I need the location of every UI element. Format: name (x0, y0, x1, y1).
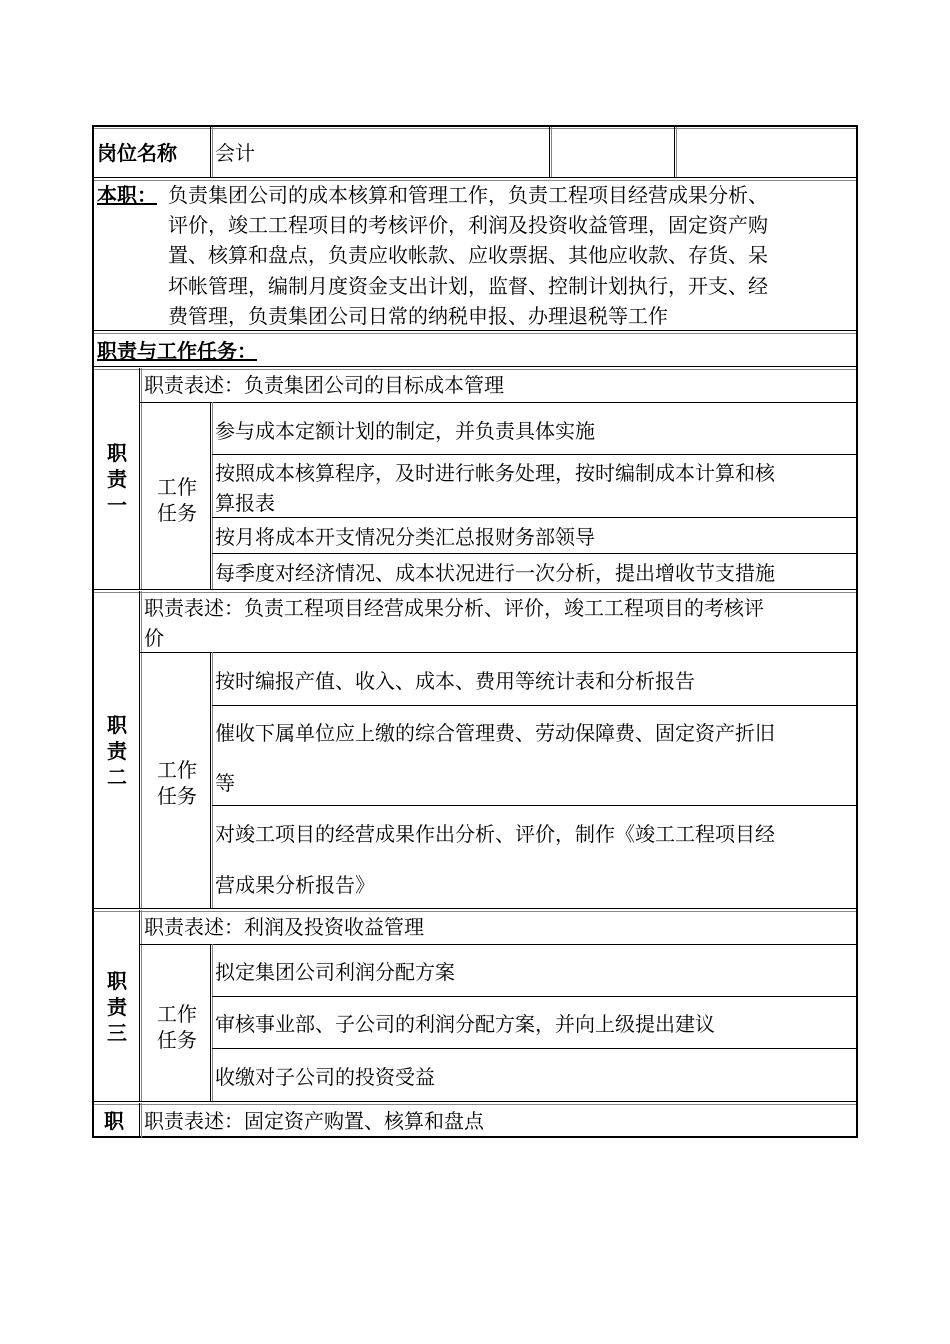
main-duty-line: 评价，竣工工程项目的考核评价，利润及投资收益管理，固定资产购 (168, 213, 768, 237)
task-item: 催收下属单位应上缴的综合管理费、劳动保障费、固定资产折旧 (215, 721, 775, 745)
task-item: 等 (215, 771, 235, 795)
duty-label: 职 责 三 (107, 969, 127, 1045)
work-task-label: 工作 任务 (157, 475, 197, 525)
duty-description-cont: 价 (144, 626, 164, 650)
task-item: 审核事业部、子公司的利润分配方案，并向上级提出建议 (215, 1012, 715, 1036)
duty-description: 职责表述：固定资产购置、核算和盘点 (144, 1109, 484, 1133)
duty-label: 职 (104, 1109, 124, 1133)
task-item: 对竣工项目的经营成果作出分析、评价，制作《竣工工程项目经 (215, 822, 775, 846)
work-task-label: 工作 任务 (157, 758, 197, 808)
task-item: 算报表 (215, 491, 275, 515)
section-title: 职责与工作任务： (97, 339, 257, 363)
task-item: 每季度对经济情况、成本状况进行一次分析，提出增收节支措施 (215, 561, 775, 585)
main-duty-line: 置、核算和盘点，负责应收帐款、应收票据、其他应收款、存货、呆 (168, 243, 768, 267)
duty-description: 职责表述：利润及投资收益管理 (144, 915, 424, 939)
task-item: 收缴对子公司的投资受益 (215, 1065, 435, 1089)
task-item: 营成果分析报告》 (215, 873, 375, 897)
task-item: 参与成本定额计划的制定，并负责具体实施 (215, 419, 595, 443)
duty-description: 职责表述：负责工程项目经营成果分析、评价，竣工工程项目的考核评 (144, 596, 764, 620)
main-duty-line: 坏帐管理，编制月度资金支出计划，监督、控制计划执行，开支、经 (168, 274, 768, 298)
task-item: 按照成本核算程序，及时进行帐务处理，按时编制成本计算和核 (215, 461, 775, 485)
task-item: 按月将成本开支情况分类汇总报财务部领导 (215, 525, 595, 549)
position-name-label: 岗位名称 (97, 141, 177, 165)
task-item: 按时编报产值、收入、成本、费用等统计表和分析报告 (215, 669, 695, 693)
task-item: 拟定集团公司利润分配方案 (215, 960, 455, 984)
main-duty-line: 费管理，负责集团公司日常的纳税申报、办理退税等工作 (168, 304, 668, 328)
main-duty-label: 本职： (97, 183, 157, 207)
duty-label: 职 责 二 (107, 713, 127, 789)
position-name-value: 会计 (215, 141, 255, 165)
main-duty-line: 负责集团公司的成本核算和管理工作，负责工程项目经营成果分析、 (168, 183, 768, 207)
work-task-label: 工作 任务 (157, 1002, 197, 1052)
duty-label: 职 责 一 (107, 441, 127, 517)
duty-description: 职责表述：负责集团公司的目标成本管理 (144, 373, 504, 397)
